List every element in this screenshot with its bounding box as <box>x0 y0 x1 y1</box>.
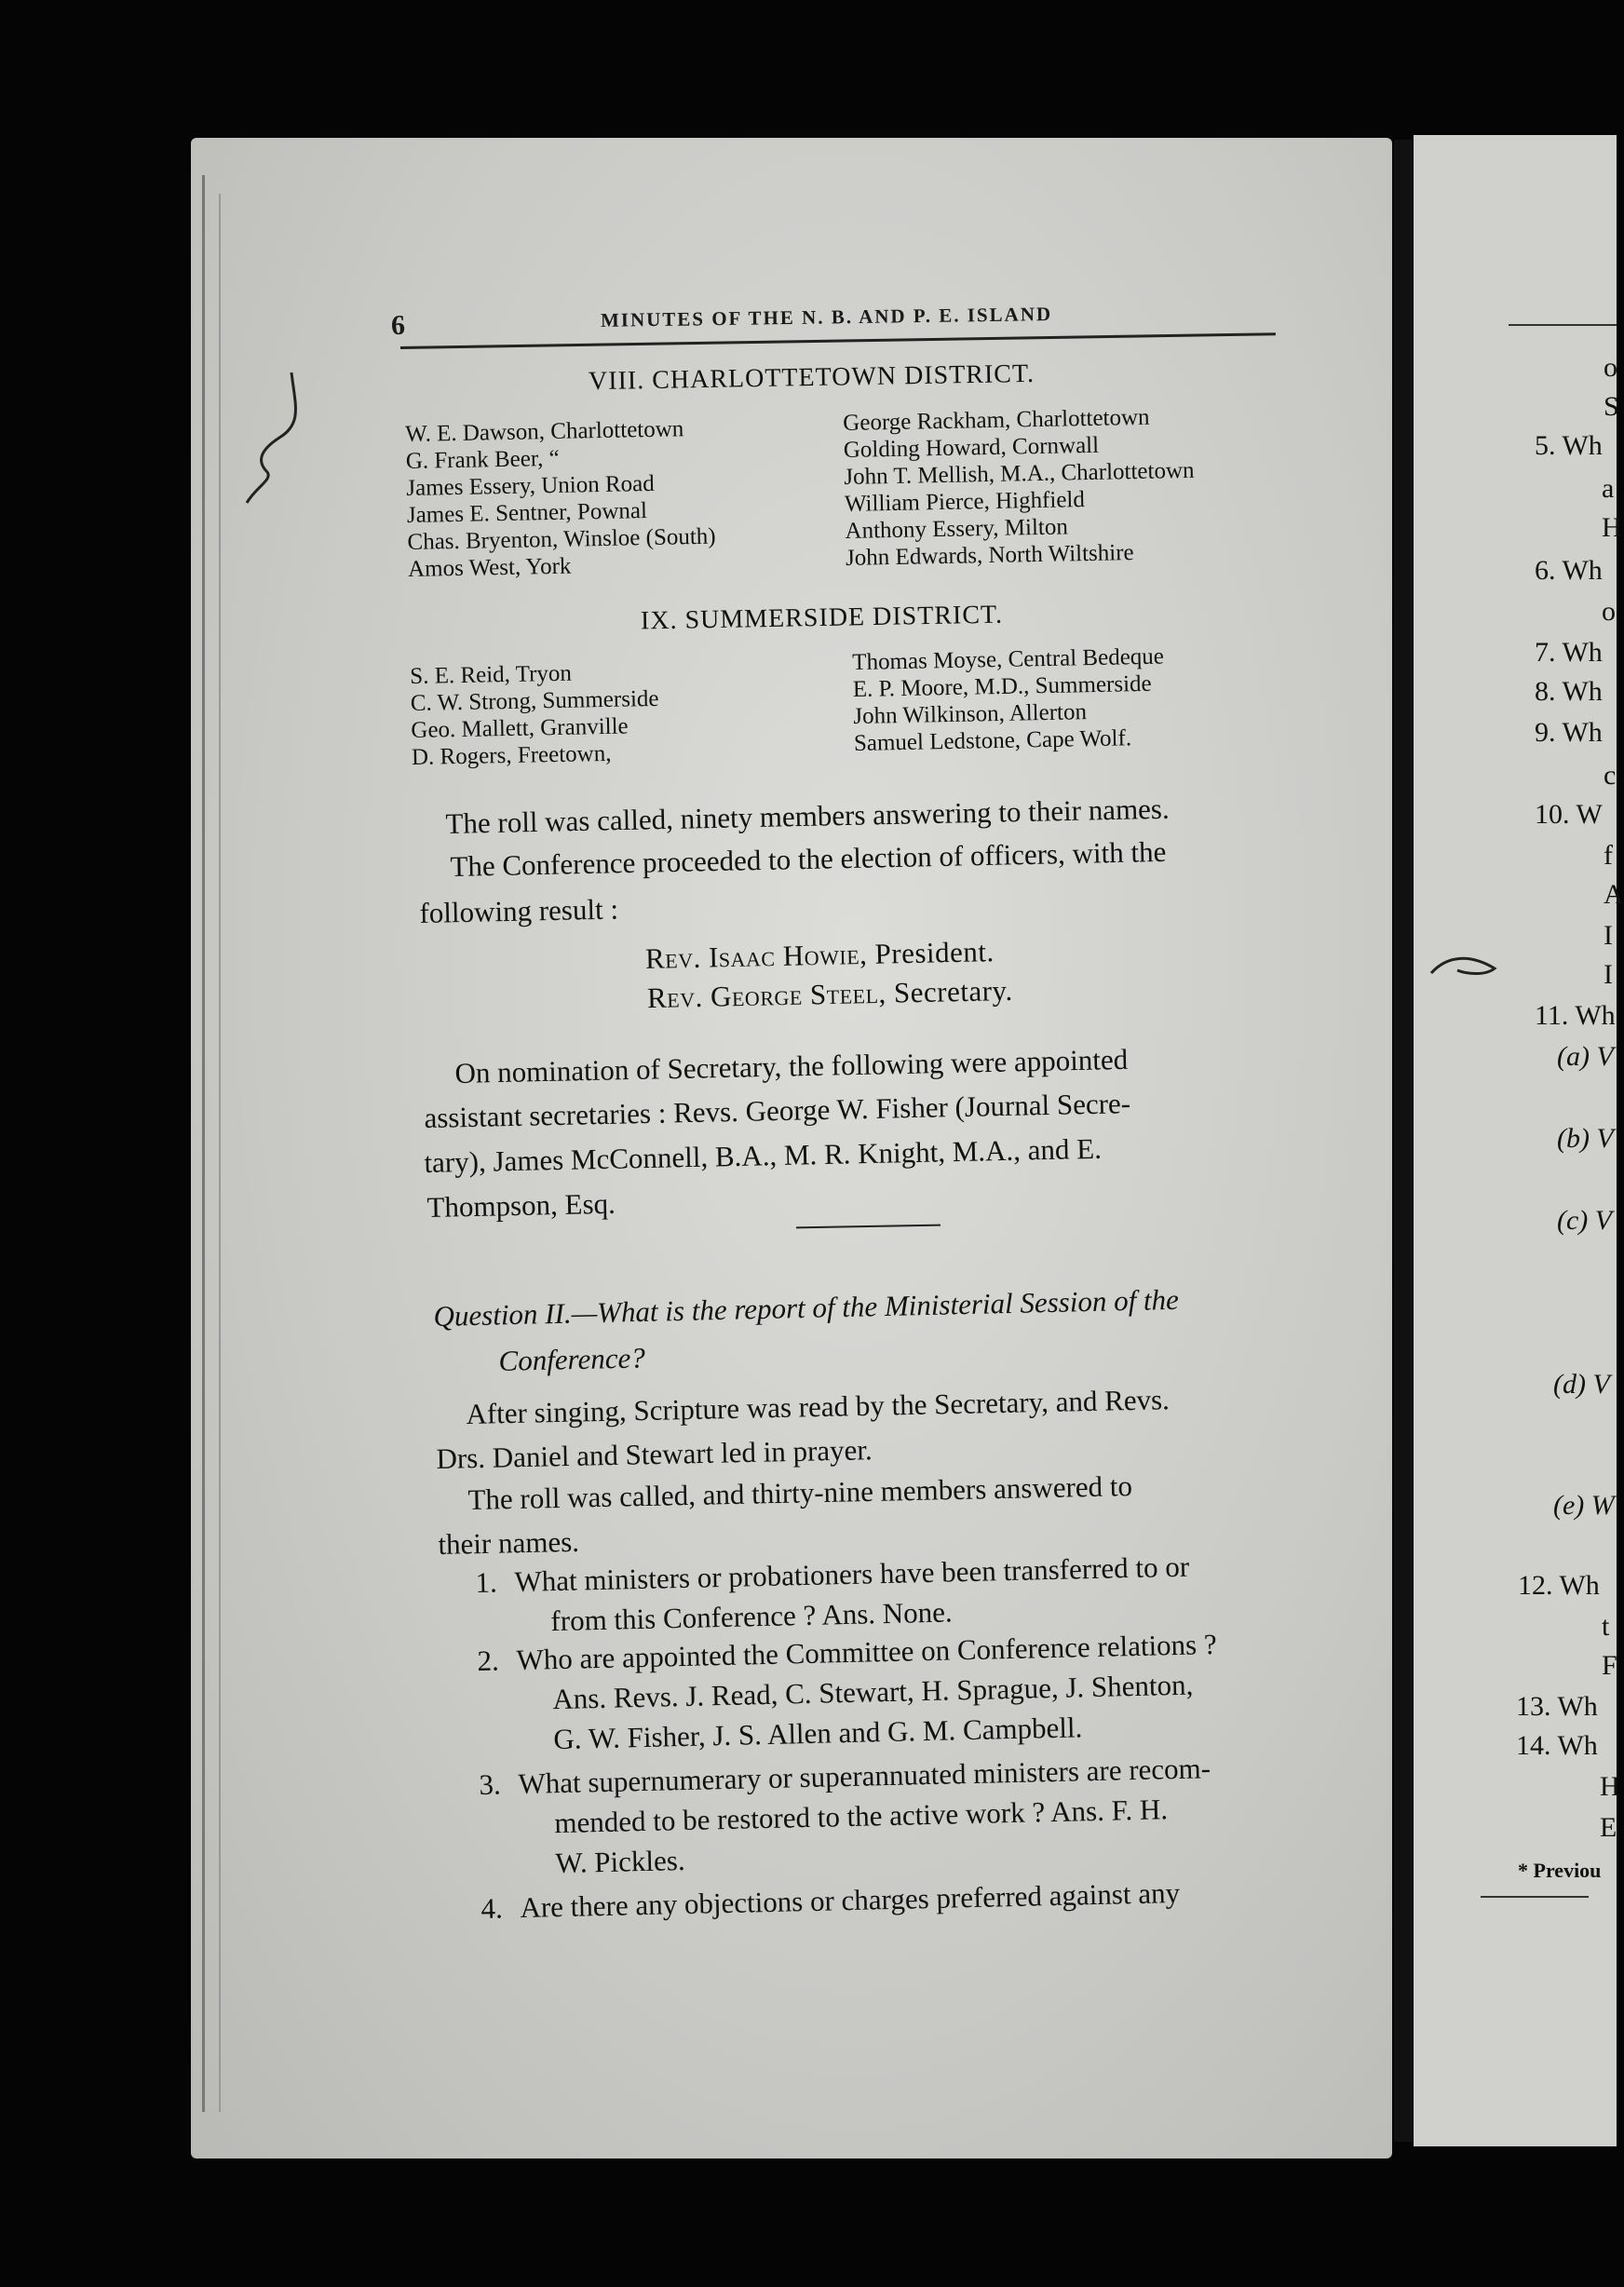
list-item: James Essery, Union Road <box>406 470 656 501</box>
right-text-fragment: 14. Wh <box>1516 1730 1598 1761</box>
list-item: G. Frank Beer, “ <box>405 445 560 474</box>
right-text-fragment: 11. Wh <box>1535 1000 1616 1031</box>
session-line-2: Drs. Daniel and Stewart led in prayer. <box>436 1433 873 1475</box>
right-text-fragment: c <box>1604 760 1617 791</box>
question-heading-line-1: Question II.—What is the report of the Ministerial Session of the <box>433 1282 1180 1333</box>
list-item: Samuel Ledstone, Cape Wolf. <box>853 725 1132 756</box>
right-text-fragment: (b) V <box>1557 1123 1614 1154</box>
list-item: Thomas Moyse, Central Bedeque <box>852 643 1165 675</box>
list-item: S. E. Reid, Tryon <box>410 660 573 689</box>
secretary-name: Rev. George Steel, <box>646 976 887 1015</box>
list-item: John Edwards, North Wiltshire <box>845 540 1134 571</box>
right-text-fragment: I <box>1604 959 1613 990</box>
right-text-fragment: F <box>1602 1650 1617 1681</box>
list-item: W. E. Dawson, Charlottetown <box>405 416 684 447</box>
list-item: William Pierce, Highfield <box>844 487 1086 517</box>
list-item: Geo. Mallett, Granville <box>411 713 629 743</box>
president-name: Rev. Isaac Howie, <box>644 937 868 975</box>
summerside-right-column <box>852 643 1166 757</box>
secretary-role: Secretary. <box>893 973 1014 1009</box>
list-item: John Wilkinson, Allerton <box>853 699 1088 729</box>
pencil-mark <box>237 368 312 507</box>
right-text-fragment: a <box>1602 473 1615 504</box>
item-line: G. W. Fisher, J. S. Allen and G. M. Campbell. <box>553 1711 1083 1756</box>
nomination-line-1: On nomination of Secretary, the following were appointed <box>454 1042 1129 1089</box>
footnote-fragment: * Previou <box>1518 1859 1602 1882</box>
right-text-fragment: (c) V <box>1557 1205 1613 1236</box>
roll-call-line-1: The roll was called, ninety members answering to their names. <box>445 792 1171 840</box>
right-text-fragment: 10. W <box>1535 799 1603 830</box>
right-text-fragment: H <box>1602 512 1622 543</box>
list-item: Anthony Essery, Milton <box>845 514 1069 544</box>
right-text-fragment: o <box>1602 596 1616 627</box>
item-line: Are there any objections or charges preferred against any <box>520 1875 1181 1925</box>
right-text-fragment: 6. Wh <box>1535 555 1603 586</box>
right-text-fragment: o <box>1604 352 1617 383</box>
nomination-line-2: assistant secretaries : Revs. George W. Fisher (Journal Secre- <box>424 1087 1131 1134</box>
list-item: John T. Mellish, M.A., Charlottetown <box>844 457 1195 490</box>
right-text-fragment: 9. Wh <box>1535 717 1603 748</box>
list-item: Golding Howard, Cornwall <box>843 432 1100 463</box>
item-line: What ministers or probationers have been transferred to or <box>514 1549 1190 1599</box>
list-item: George Rackham, Charlottetown <box>843 404 1150 436</box>
session-line-3: The roll was called, and thirty-nine members answered to <box>467 1469 1133 1516</box>
right-text-fragment: S <box>1604 391 1619 422</box>
roll-call-line-3: following result : <box>419 892 619 929</box>
page-number: 6 <box>390 309 406 341</box>
right-text-fragment: t <box>1602 1611 1610 1642</box>
summerside-left-column <box>410 658 660 771</box>
right-text-fragment: E <box>1600 1812 1617 1843</box>
pencil-mark <box>1429 950 1504 1006</box>
item-number: 4. <box>480 1891 504 1925</box>
right-header-rule <box>1509 324 1617 326</box>
list-item: D. Rogers, Freetown, <box>411 740 612 770</box>
nomination-line-4: Thompson, Esq. <box>426 1186 616 1224</box>
list-item: Amos West, York <box>407 553 572 582</box>
item-line: What supernumerary or superannuated ministers are recom- <box>518 1752 1211 1801</box>
item-number: 1. <box>475 1565 498 1599</box>
right-text-fragment: (d) V <box>1553 1369 1610 1400</box>
charlottetown-right-column <box>843 403 1196 572</box>
list-item: C. W. Strong, Summerside <box>410 685 659 716</box>
list-item: James E. Sentner, Pownal <box>406 498 648 528</box>
question-heading-line-2: Conference? <box>498 1341 646 1377</box>
right-text-fragment: 12. Wh <box>1518 1570 1600 1601</box>
item-line: from this Conference ? Ans. None. <box>550 1595 954 1638</box>
right-text-fragment: I <box>1604 920 1613 951</box>
right-text-fragment: f <box>1604 840 1613 871</box>
running-head: MINUTES OF THE N. B. AND P. E. ISLAND <box>600 303 1053 332</box>
item-number: 3. <box>479 1767 502 1801</box>
item-line: Ans. Revs. J. Read, C. Stewart, H. Sprague, J. Shenton, <box>552 1668 1194 1716</box>
book-gutter <box>1394 140 1413 2142</box>
right-text-fragment: 5. Wh <box>1535 430 1603 461</box>
summerside-district-title: IX. SUMMERSIDE DISTRICT. <box>640 600 1004 636</box>
charlottetown-district-title: VIII. CHARLOTTETOWN DISTRICT. <box>588 359 1035 397</box>
charlottetown-left-column <box>405 415 716 583</box>
list-item: Chas. Bryenton, Winsloe (South) <box>407 523 716 555</box>
president-role: President. <box>874 935 995 970</box>
list-item: E. P. Moore, M.D., Summerside <box>852 670 1152 702</box>
right-text-fragment: 13. Wh <box>1516 1691 1598 1722</box>
right-text-fragment: H <box>1600 1771 1620 1802</box>
item-number: 2. <box>477 1644 500 1677</box>
list-item <box>479 1744 1375 1885</box>
right-text-fragment: (a) V <box>1557 1041 1614 1072</box>
item-line: Who are appointed the Committee on Conference relations ? <box>516 1627 1218 1677</box>
footnote-rule <box>1481 1896 1589 1898</box>
item-line: W. Pickles. <box>555 1844 685 1880</box>
right-text-fragment: 8. Wh <box>1535 676 1603 707</box>
roll-call-line-2: The Conference proceeded to the election of officers, with the <box>450 834 1167 883</box>
session-line-4: their names. <box>438 1524 580 1561</box>
right-text-fragment: (e) W <box>1553 1490 1615 1521</box>
right-text-fragment: A <box>1604 879 1624 910</box>
nomination-line-3: tary), James McConnell, B.A., M. R. Knight, M.A., and E. <box>424 1131 1103 1179</box>
item-line: mended to be restored to the active work ? Ans. F. H. <box>554 1793 1169 1840</box>
right-text-fragment: 7. Wh <box>1535 637 1603 668</box>
list-item <box>477 1620 1374 1761</box>
session-line-1: After singing, Scripture was read by the Secretary, and Revs. <box>466 1383 1171 1430</box>
